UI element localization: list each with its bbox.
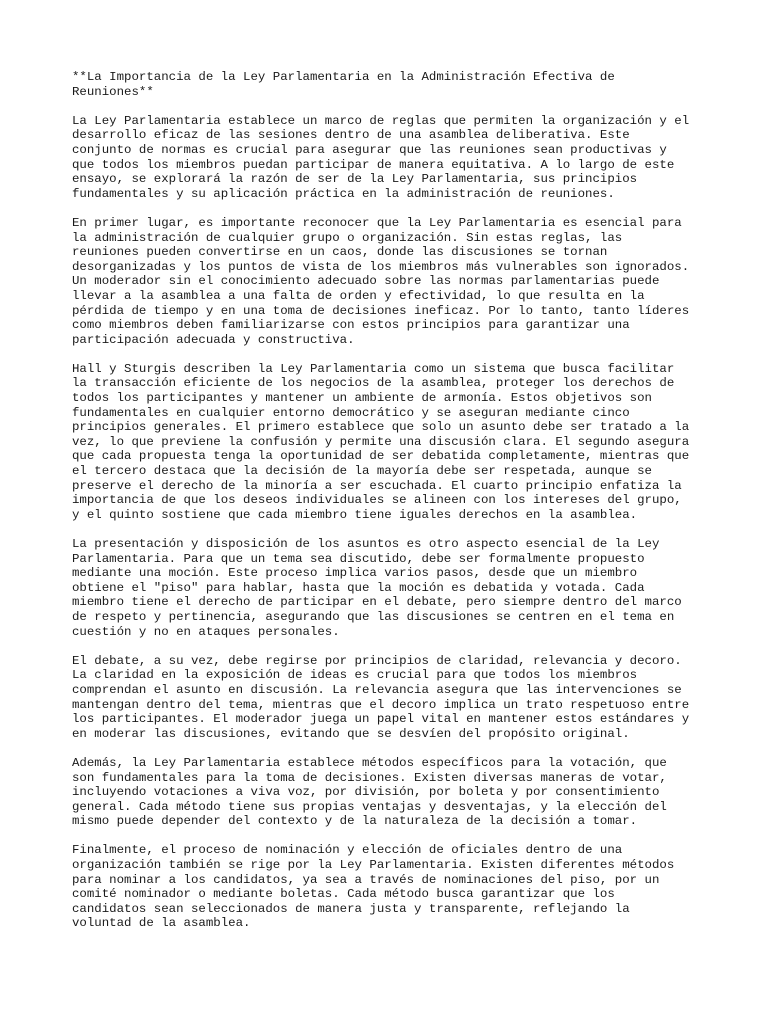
paragraph-nominations: Finalmente, el proceso de nominación y elección de oficiales dentro de una organización también se rige por la Ley Parlamentaria. Existen diferentes métodos para nominar a los candidatos, ya sea a través de nominaciones del piso, por un comité nominador o mediante boletas. Cada método busca garantizar que los candidatos sean seleccionados de manera justa y transparente, reflejando la voluntad de la asamblea. xyxy=(72,843,675,931)
paragraph-importance: En primer lugar, es importante reconocer que la Ley Parlamentaria es esencial para la administración de cualquier grupo o organización. Sin estas reglas, las reuniones pueden convertirse en un caos, donde las discusiones se tornan desorganizadas y los puntos de vista de los miembros más vulnerables son ignorados. Un moderador sin el conocimiento adecuado sobre las normas parlamentarias puede llevar a la asamblea a una falta de orden y efectividad, lo que resulta en la pérdida de tiempo y en una toma de decisiones ineficaz. Por lo tanto, tanto líderes como miembros deben familiarizarse con estos principios para garantizar una participación adecuada y constructiva. xyxy=(72,215,690,347)
document-title: **La Importancia de la Ley Parlamentaria en la Administración Efectiva de Reuniones** xyxy=(72,70,615,99)
paragraph-motions: La presentación y disposición de los asuntos es otro aspecto esencial de la Ley Parlamentaria. Para que un tema sea discutido, debe ser formalmente propuesto mediante una moción. Este proceso implica varios pasos, desde que un miembro obtiene el "piso" para hablar, hasta que la moción es debatida y votada. Cada miembro tiene el derecho de participar en el debate, pero siempre dentro del marco de respeto y pertinencia, asegurando que las discusiones se centren en el tema en cuestión y no en ataques personales. xyxy=(72,537,682,639)
paragraph-introduction: La Ley Parlamentaria establece un marco de reglas que permiten la organización y el desarrollo eficaz de las sesiones dentro de una asamblea deliberativa. Este conjunto de normas es crucial para asegurar que las reuniones sean productivas y que todos los miembros puedan participar de manera equitativa. A lo largo de este ensayo, se explorará la razón de ser de la Ley Parlamentaria, sus principios fundamentales y su aplicación práctica en la administración de reuniones. xyxy=(72,113,690,201)
paragraph-debate: El debate, a su vez, debe regirse por principios de claridad, relevancia y decoro. La claridad en la exposición de ideas es crucial para que todos los miembros comprendan el asunto en discusión. La relevancia asegura que las intervenciones se mantengan dentro del tema, mientras que el decoro implica un trato respetuoso entre los participantes. El moderador juega un papel vital en mantener estos estándares y en moderar las discusiones, evitando que se desvíen del propósito original. xyxy=(72,653,690,741)
paragraph-principles: Hall y Sturgis describen la Ley Parlamentaria como un sistema que busca facilitar la transacción eficiente de los negocios de la asamblea, proteger los derechos de todos los participantes y mantener un ambiente de armonía. Estos objetivos son fundamentales en cualquier entorno democrático y se aseguran mediante cinco principios generales. El primero establece que solo un asunto debe ser tratado a la vez, lo que previene la confusión y permite una discusión clara. El segundo asegura que cada propuesta tenga la oportunidad de ser debatida completamente, mientras que el tercero destaca que la decisión de la mayoría debe ser respetada, aunque se preserve el derecho de la minoría a ser escuchada. El cuarto principio enfatiza la importancia de que los deseos individuales se alineen con los intereses del grupo, y el quinto sostiene que cada miembro tiene iguales derechos en la asamblea. xyxy=(72,361,690,522)
paragraph-voting: Además, la Ley Parlamentaria establece métodos específicos para la votación, que son fundamentales para la toma de decisiones. Existen diversas maneras de votar, incluyendo votaciones a viva voz, por división, por boleta y por consentimiento general. Cada método tiene sus propias ventajas y desventajas, y la elección del mismo puede depender del contexto y de la naturaleza de la decisión a tomar. xyxy=(72,755,667,829)
document-page xyxy=(72,70,712,946)
